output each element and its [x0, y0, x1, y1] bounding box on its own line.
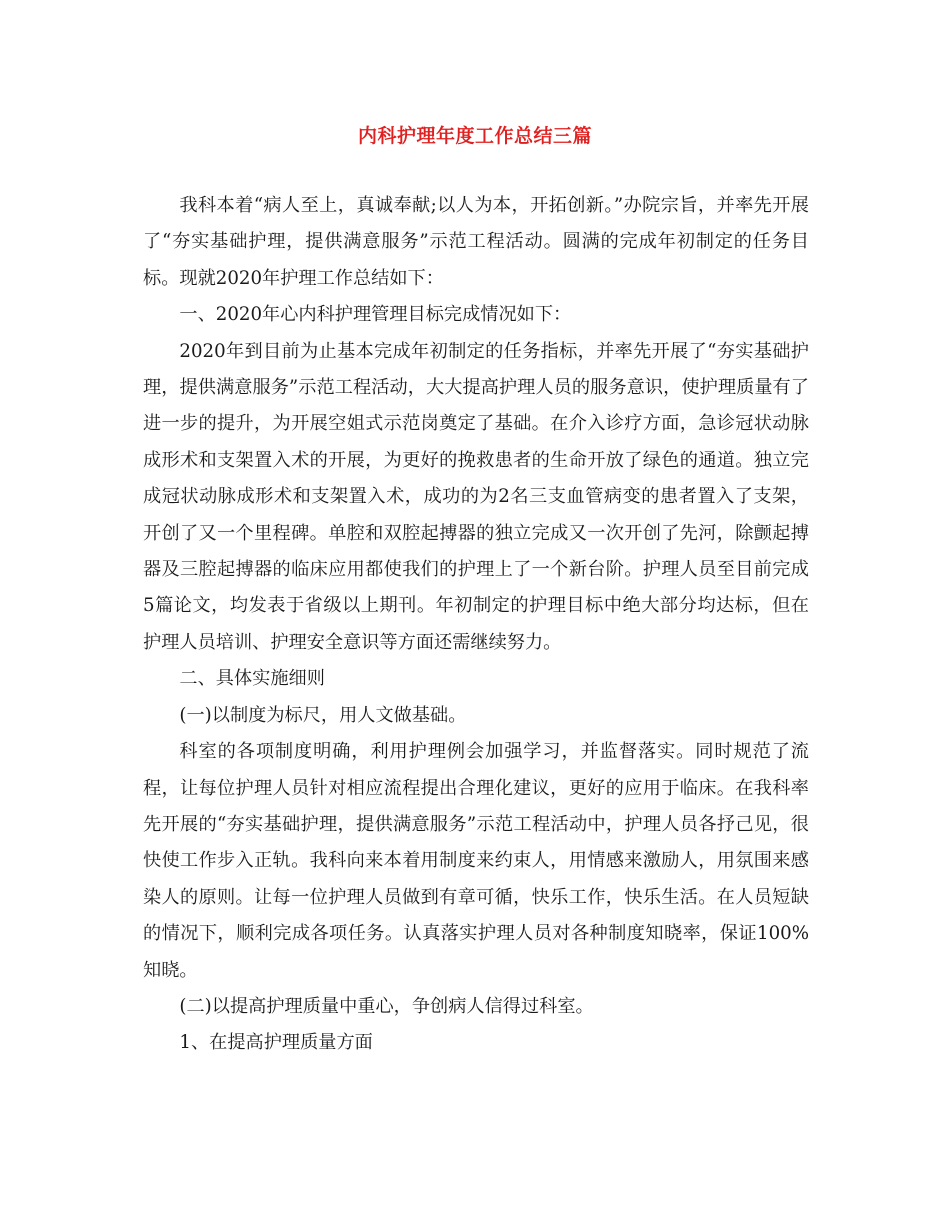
paragraph-system: 科室的各项制度明确，利用护理例会加强学习，并监督落实。同时规范了流程，让每位护理人员针对相应流程提出合理化建议，更好的应用于临床。在我科率先开展的“夯实基础护理，提供满意服务”示范工程活动中，护理人员各抒己见，很快使工作步入正轨。我科向来本着用制度来约束人，用情感来激励人，用氛围来感染人的原则。让每一位护理人员做到有章可循，快乐工作，快乐生活。在人员短缺的情况下，顺利完成各项任务。认真落实护理人员对各种制度知晓率，保证100%知晓。 [143, 741, 809, 981]
paragraph-intro: 我科本着“病人至上，真诚奉献;以人为本，开拓创新。”办院宗旨，并率先开展了“夯实基础护理，提供满意服务”示范工程活动。圆满的完成年初制定的任务目标。现就2020年护理工作总结如下： [143, 195, 809, 289]
document-title: 内科护理年度工作总结三篇 [357, 125, 592, 147]
list-item-heading-1: 1、在提高护理质量方面 [179, 1032, 373, 1054]
subsection-heading-2: (二)以提高护理质量中重心，争创病人信得过科室。 [179, 995, 594, 1017]
document-body [143, 188, 809, 1062]
subsection-heading-1: (一)以制度为标尺，用人文做基础。 [179, 704, 467, 726]
section-heading-2: 二、具体实施细则 [179, 668, 325, 690]
section-heading-1: 一、2020年心内科护理管理目标完成情况如下： [179, 304, 572, 326]
paragraph-summary: 2020年到目前为止基本完成年初制定的任务指标，并率先开展了“夯实基础护理，提供满意服务”示范工程活动，大大提高护理人员的服务意识，使护理质量有了进一步的提升，为开展空姐式示范岗奠定了基础。在介入诊疗方面，急诊冠状动脉成形术和支架置入术的开展，为更好的挽救患者的生命开放了绿色的通道。独立完成冠状动脉成形术和支架置入术，成功的为2名三支血管病变的患者置入了支架，开创了又一个里程碑。单腔和双腔起搏器的独立完成又一次开创了先河，除颤起搏器及三腔起搏器的临床应用都使我们的护理上了一个新台阶。护理人员至目前完成5篇论文，均发表于省级以上期刊。年初制定的护理目标中绝大部分均达标，但在护理人员培训、护理安全意识等方面还需继续努力。 [143, 340, 809, 653]
